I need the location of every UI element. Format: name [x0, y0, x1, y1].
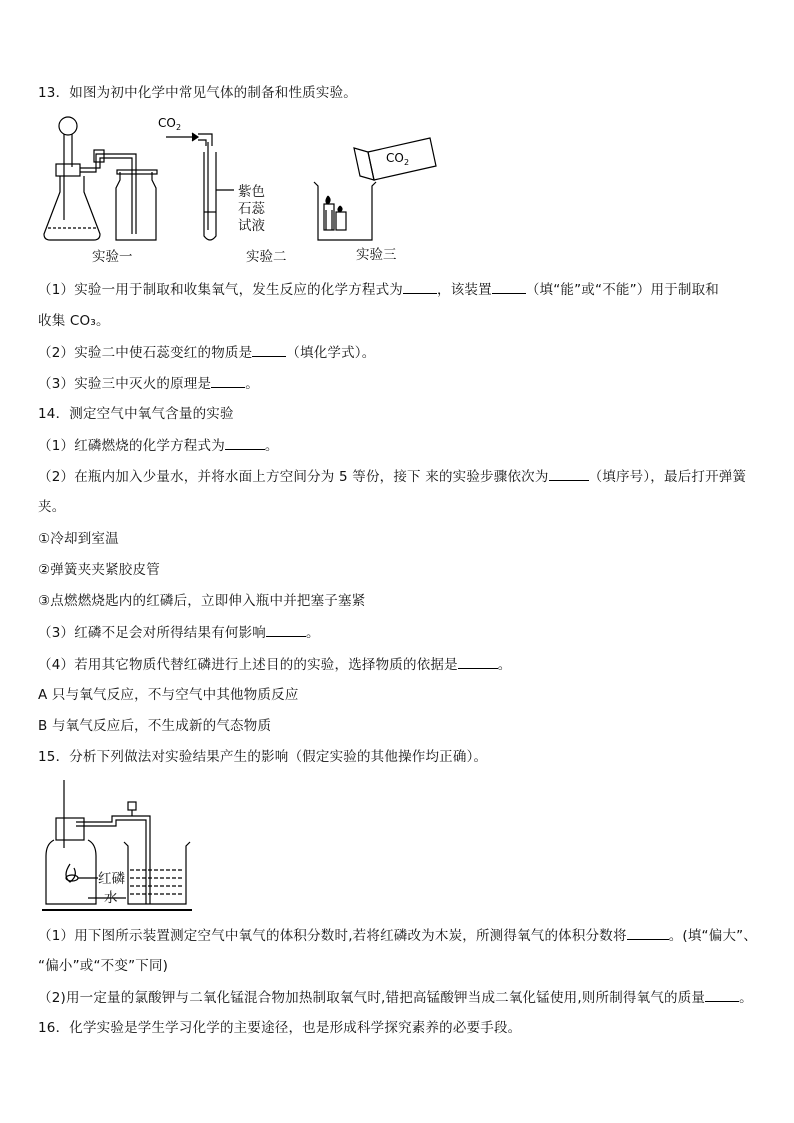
q15-part2: （2)用一定量的氯酸钾与二氧化锰混合物加热制取氧气时,错把高锰酸钾当成二氧化锰使用,则所制得氧气的质量 。: [38, 990, 753, 1006]
q15-apparatus-figure: [40, 778, 200, 916]
q14-step1: ①冷却到室温: [38, 531, 119, 547]
q16-stem: 16．化学实验是学生学习化学的主要途径，也是形成科学探究素养的必要手段。: [38, 1020, 522, 1036]
q14-step3: ③点燃燃烧匙内的红磷后，立即伸入瓶中并把塞子塞紧: [38, 593, 366, 609]
caption-exp2: 实验二: [246, 249, 287, 265]
caption-exp3: 实验三: [356, 247, 397, 263]
q14-option-a: A 只与氧气反应，不与空气中其他物质反应: [38, 687, 299, 703]
q13-part1-line1: （1）实验一用于制取和收集氧气，发生反应的化学方程式为 ，该装置 （填“能”或“不能”）用于制取和: [38, 282, 719, 298]
q14-part3: （3）红磷不足会对所得结果有何影响 。: [38, 625, 320, 641]
q13-part2: （2）实验二中使石蕊变红的物质是 （填化学式）。: [38, 345, 376, 361]
q14-part2-line2: 夹。: [38, 499, 66, 515]
q15-part1-line1: （1）用下图所示装置测定空气中氧气的体积分数时,若将红磷改为木炭，所测得氧气的体积分数将 。(填“偏大”、: [38, 928, 758, 944]
litmus-label-2: 石蕊: [238, 201, 265, 217]
label-red-phosphorus: 红磷: [98, 871, 125, 887]
q14-option-b: B 与氧气反应后，不生成新的气态物质: [38, 718, 272, 734]
q14-part2-line1: （2）在瓶内加入少量水，并将水面上方空间分为 5 等份，接下 来的实验步骤依次为 （填序号），最后打开弹簧: [38, 469, 747, 485]
svg-text:CO: CO: [386, 151, 404, 165]
q13-stem: 13．如图为初中化学中常见气体的制备和性质实验。: [38, 85, 357, 101]
caption-exp1: 实验一: [92, 249, 133, 265]
label-water: 水: [104, 890, 118, 906]
litmus-label-1: 紫色: [238, 184, 265, 200]
litmus-label-3: 试液: [238, 218, 265, 234]
q14-part4: （4）若用其它物质代替红磷进行上述目的的实验，选择物质的依据是 。: [38, 657, 512, 673]
q14-step2: ②弹簧夹夹紧胶皮管: [38, 562, 160, 578]
svg-text:CO: CO: [158, 116, 176, 130]
q14-part1: （1）红磷燃烧的化学方程式为 。: [38, 438, 279, 454]
q13-part1-line2: 收集 CO₃。: [38, 313, 110, 329]
q14-stem: 14．测定空气中氧气含量的实验: [38, 406, 234, 422]
q15-stem: 15．分析下列做法对实验结果产生的影响（假定实验的其他操作均正确）。: [38, 749, 488, 765]
q15-part1-line2: “偏小”或“不变”下同): [38, 958, 169, 974]
svg-text:2: 2: [176, 123, 182, 132]
q13-part3: （3）实验三中灭火的原理是 。: [38, 376, 259, 392]
svg-text:2: 2: [404, 158, 410, 167]
